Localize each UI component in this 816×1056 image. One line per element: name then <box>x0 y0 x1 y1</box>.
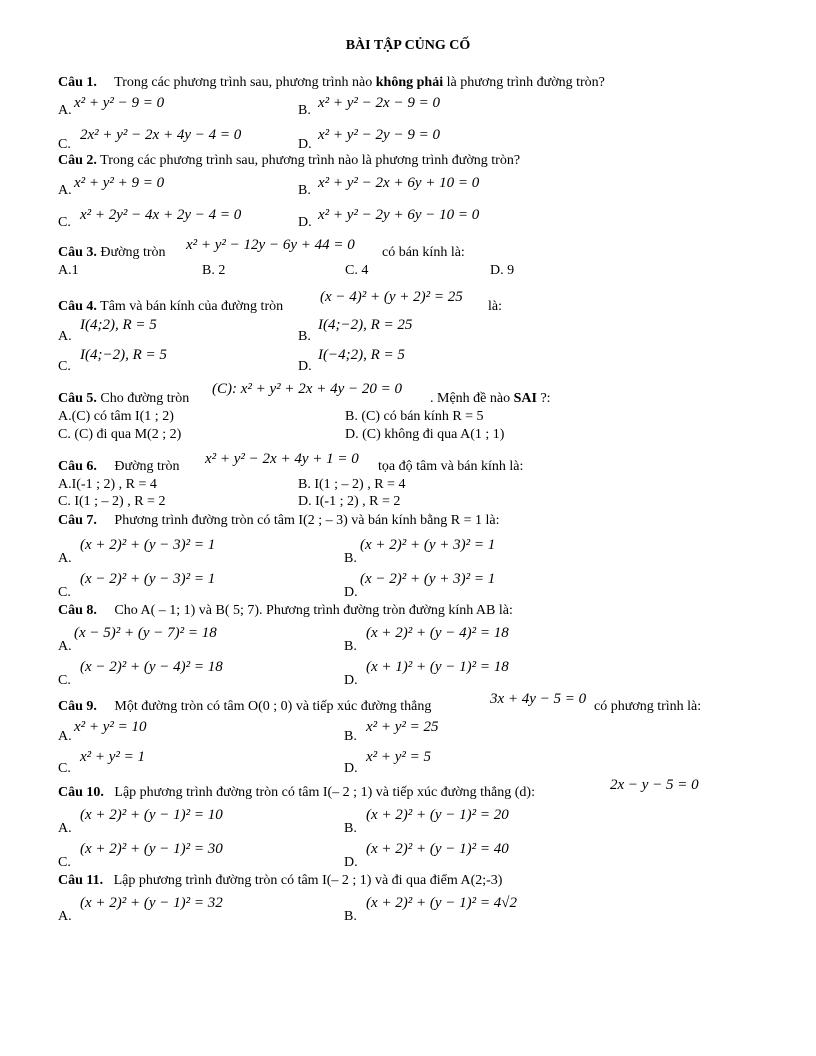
option-d: D. 9 <box>490 263 515 278</box>
option-b: B. <box>298 103 311 118</box>
question-10-equation: 2x − y − 5 = 0 <box>610 777 699 793</box>
option-d-equation: (x − 2)² + (y + 3)² = 1 <box>360 571 496 587</box>
option-d-equation: x² + y² − 2y + 6y − 10 = 0 <box>318 207 480 223</box>
option-a: A. <box>58 821 72 836</box>
option-b: B. <box>344 729 357 744</box>
question-5 <box>58 390 189 408</box>
option-a: A. <box>58 183 72 198</box>
question-label: Câu 4. <box>58 299 97 314</box>
question-text: Trong các phương trình sau, phương trình nào là phương trình đường tròn? <box>100 153 521 168</box>
question-label: Câu 8. <box>58 603 97 618</box>
option-d: D. (C) không đi qua A(1 ; 1) <box>345 427 505 442</box>
question-6 <box>58 458 180 476</box>
question-text: tọa độ tâm và bán kính là: <box>378 459 524 474</box>
option-a: A. <box>58 639 72 654</box>
question-3 <box>58 244 166 262</box>
option-a-equation: (x − 5)² + (y − 7)² = 18 <box>74 625 217 641</box>
option-d-equation: x² + y² − 2y − 9 = 0 <box>318 127 440 143</box>
option-b: B. <box>344 551 357 566</box>
option-d: D. <box>298 137 312 152</box>
option-b-equation: (x + 2)² + (y − 1)² = 4√2 <box>366 895 518 911</box>
question-text: Đường tròn <box>100 245 166 260</box>
option-a-equation: x² + y² = 10 <box>74 719 147 735</box>
option-b: B. <box>344 639 357 654</box>
question-text: Cho A( – 1; 1) và B( 5; 7). Phương trình đường tròn đường kính AB là: <box>114 603 513 618</box>
question-6-equation: x² + y² − 2x + 4y + 1 = 0 <box>205 451 359 467</box>
option-c: C. <box>58 761 71 776</box>
question-text: có bán kính là: <box>382 245 465 260</box>
option-b: B. <box>344 821 357 836</box>
option-c: C. <box>58 855 71 870</box>
question-7 <box>58 512 500 530</box>
question-text: có phương trình là: <box>594 699 702 714</box>
question-3-equation: x² + y² − 12y − 6y + 44 = 0 <box>186 237 355 253</box>
question-text: là: <box>488 299 502 314</box>
option-c: C. <box>58 585 71 600</box>
option-c: C. <box>58 359 71 374</box>
question-4-equation: (x − 4)² + (y + 2)² = 25 <box>320 289 463 305</box>
question-5-equation: (C): x² + y² + 2x + 4y − 20 = 0 <box>212 381 402 397</box>
question-text: Phương trình đường tròn có tâm I(2 ; – 3) và bán kính bằng R = 1 là: <box>114 513 500 528</box>
question-9 <box>58 698 431 716</box>
option-b-equation: (x + 2)² + (y − 1)² = 20 <box>366 807 509 823</box>
option-b-equation: x² + y² = 25 <box>366 719 439 735</box>
option-a: A. <box>58 729 72 744</box>
option-c-equation: (x − 2)² + (y − 4)² = 18 <box>80 659 223 675</box>
question-label: Câu 1. <box>58 75 97 90</box>
option-c: C. 4 <box>345 263 369 278</box>
option-c: C. <box>58 673 71 688</box>
question-text: Cho đường tròn <box>100 391 190 406</box>
option-a: A.(C) có tâm I(1 ; 2) <box>58 409 174 424</box>
question-label: Câu 10. <box>58 785 104 800</box>
worksheet-title: BÀI TẬP CỦNG CỐ <box>345 38 471 53</box>
question-4 <box>58 298 283 316</box>
question-1 <box>58 74 605 92</box>
option-d: D. <box>298 359 312 374</box>
option-a: A. <box>58 103 72 118</box>
option-c-equation: x² + y² = 1 <box>80 749 146 765</box>
question-label: Câu 6. <box>58 459 97 474</box>
option-a-equation: I(4;2), R = 5 <box>80 317 157 333</box>
option-d: D. <box>344 855 358 870</box>
question-11 <box>58 872 502 890</box>
option-b-equation: (x + 2)² + (y + 3)² = 1 <box>360 537 496 553</box>
question-label: Câu 9. <box>58 699 97 714</box>
question-label: Câu 5. <box>58 391 97 406</box>
option-d: D. <box>344 585 358 600</box>
option-a-equation: x² + y² + 9 = 0 <box>74 175 165 191</box>
option-b-equation: (x + 2)² + (y − 4)² = 18 <box>366 625 509 641</box>
option-d-equation: x² + y² = 5 <box>366 749 432 765</box>
option-c-equation: 2x² + y² − 2x + 4y − 4 = 0 <box>80 127 242 143</box>
question-text: Một đường tròn có tâm O(0 ; 0) và tiếp xúc đường thẳng <box>114 699 432 714</box>
question-label: Câu 2. <box>58 153 97 168</box>
question-text: Tâm và bán kính của đường tròn <box>100 299 284 314</box>
option-b: B. 2 <box>202 263 226 278</box>
question-label: Câu 7. <box>58 513 97 528</box>
question-5-tail: . Mệnh đề nào SAI ?: <box>430 391 551 406</box>
option-c: C. <box>58 215 71 230</box>
option-a: A.1 <box>58 263 79 278</box>
option-c-equation: (x + 2)² + (y − 1)² = 30 <box>80 841 223 857</box>
option-a-equation: (x + 2)² + (y − 1)² = 10 <box>80 807 223 823</box>
option-a: A.I(-1 ; 2) , R = 4 <box>58 477 157 492</box>
option-d-equation: I(−4;2), R = 5 <box>318 347 405 363</box>
question-text: Lập phương trình đường tròn có tâm I(– 2 ; 1) và đi qua điểm A(2;-3) <box>113 873 503 888</box>
option-c-equation: I(4;−2), R = 5 <box>80 347 167 363</box>
option-a: A. <box>58 329 72 344</box>
option-d: D. <box>344 761 358 776</box>
option-c: C. <box>58 137 71 152</box>
question-text: Đường tròn <box>114 459 180 474</box>
option-b: B. <box>298 329 311 344</box>
option-b-equation: I(4;−2), R = 25 <box>318 317 413 333</box>
option-a-equation: x² + y² − 9 = 0 <box>74 95 165 111</box>
option-d-equation: (x + 2)² + (y − 1)² = 40 <box>366 841 509 857</box>
question-9-equation: 3x + 4y − 5 = 0 <box>490 691 587 707</box>
option-c-equation: (x − 2)² + (y − 3)² = 1 <box>80 571 216 587</box>
option-a-equation: (x + 2)² + (y − 1)² = 32 <box>80 895 223 911</box>
question-2 <box>58 152 520 170</box>
question-8 <box>58 602 513 620</box>
question-emphasis: không phải <box>375 75 444 90</box>
option-b: B. <box>298 183 311 198</box>
question-text: Trong các phương trình sau, phương trình nào <box>114 75 373 90</box>
question-text: Lập phương trình đường tròn có tâm I(– 2 ; 1) và tiếp xúc đường thẳng (d): <box>114 785 535 800</box>
option-b-equation: x² + y² − 2x − 9 = 0 <box>318 95 440 111</box>
option-b: B. (C) có bán kính R = 5 <box>345 409 484 424</box>
option-c: C. (C) đi qua M(2 ; 2) <box>58 427 182 442</box>
option-c-equation: x² + 2y² − 4x + 2y − 4 = 0 <box>80 207 242 223</box>
option-d: D. <box>298 215 312 230</box>
option-d-equation: (x + 1)² + (y − 1)² = 18 <box>366 659 509 675</box>
question-label: Câu 3. <box>58 245 97 260</box>
option-c: C. I(1 ; – 2) , R = 2 <box>58 494 166 509</box>
option-b: B. <box>344 909 357 924</box>
option-d: D. I(-1 ; 2) , R = 2 <box>298 494 401 509</box>
question-text: là phương trình đường tròn? <box>446 75 605 90</box>
option-b: B. I(1 ; – 2) , R = 4 <box>298 477 406 492</box>
option-b-equation: x² + y² − 2x + 6y + 10 = 0 <box>318 175 480 191</box>
question-label: Câu 11. <box>58 873 104 888</box>
option-a: A. <box>58 551 72 566</box>
question-10 <box>58 784 535 802</box>
option-d: D. <box>344 673 358 688</box>
option-a-equation: (x + 2)² + (y − 3)² = 1 <box>80 537 216 553</box>
question-emphasis: SAI <box>513 391 537 406</box>
option-a: A. <box>58 909 72 924</box>
